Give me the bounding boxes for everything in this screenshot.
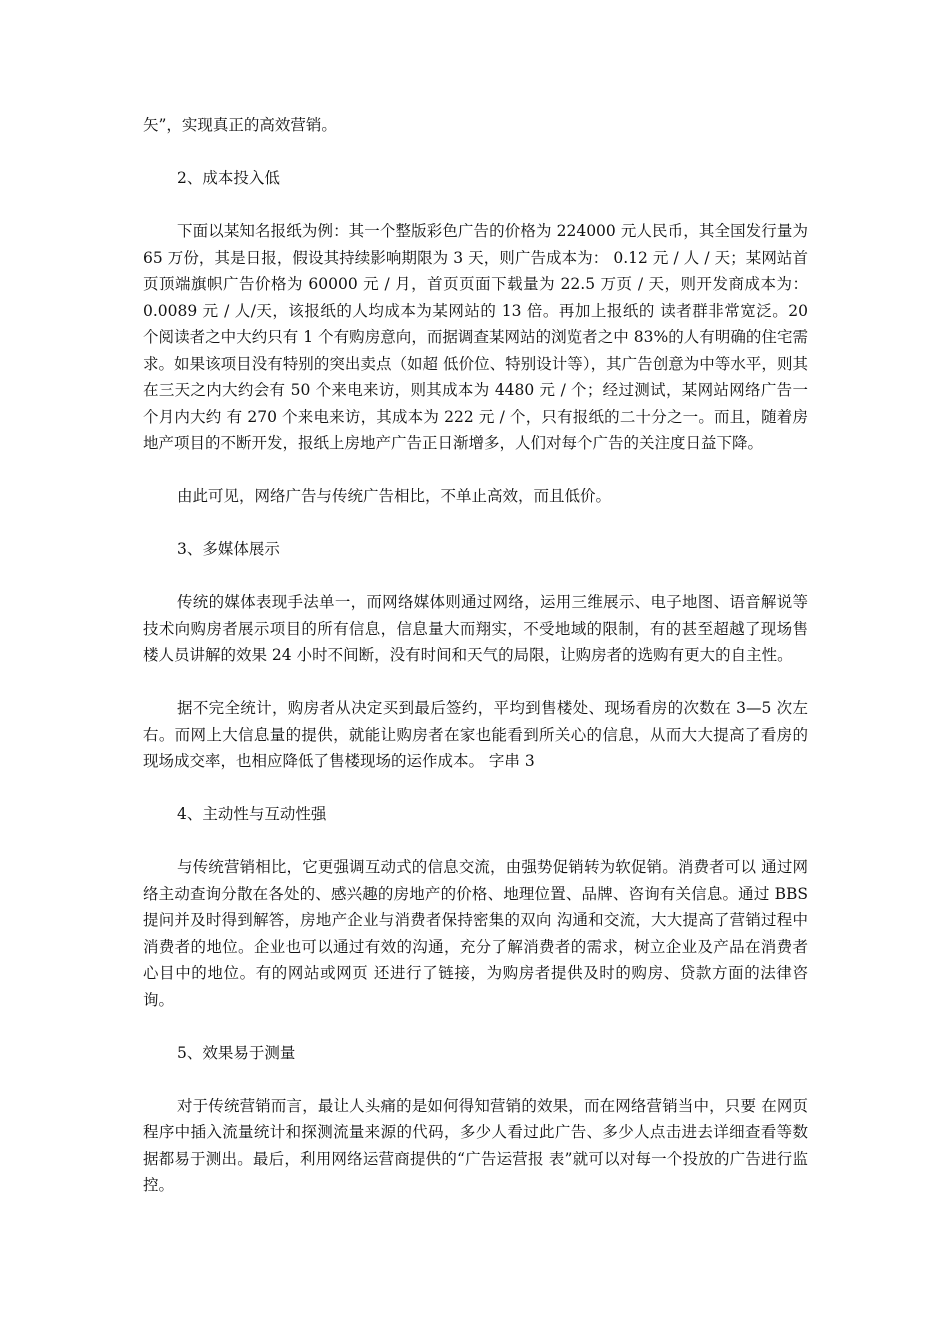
section-heading-cost: 2、成本投入低 [177, 169, 280, 187]
paragraph-statistics: 据不完全统计，购房者从决定买到最后签约，平均到售楼处、现场看房的次数在 3—5 次左右。而网上大信息量的提供，就能让购房者在家也能看到所关心的信息，从而大大提高了看房的现场成交率，也相应降低了售楼现场的运作成本。 字串 3 [143, 699, 808, 770]
section-heading-multimedia: 3、多媒体展示 [177, 540, 280, 558]
paragraph-cost-conclusion: 由此可见，网络广告与传统广告相比，不单止高效，而且低价。 [177, 487, 612, 505]
paragraph-continuation: 矢”，实现真正的高效营销。 [143, 116, 337, 134]
section-heading-interactivity: 4、主动性与互动性强 [177, 805, 327, 823]
paragraph-measurement: 对于传统营销而言，最让人头痛的是如何得知营销的效果，而在网络营销当中，只要 在网页程序中插入流量统计和探测流量来源的代码，多少人看过此广告、多少人点击进去详细查看等数据都易于测出。最后，利用网络运营商提供的“广告运营报 表”就可以对每一个投放的广告进行监控。 [143, 1096, 808, 1194]
paragraph-interactivity: 与传统营销相比，它更强调互动式的信息交流，由强势促销转为软促销。消费者可以 通过网络主动查询分散在各处的、感兴趣的房地产的价格、地理位置、品牌、咨询有关信息。通过 BBS 提问并及时得到解答，房地产企业与消费者保持密集的双向 沟通和交流，大大提高了营销过程中消费者的地位。企业也可以通过有效的沟通，充分了解消费者的需求，树立企业及产品在消费者心目中的地位。有的网站或网页 还进行了链接，为购房者提供及时的购房、贷款方面的法律咨询。 [143, 858, 808, 1009]
section-heading-measurement: 5、效果易于测量 [177, 1043, 296, 1062]
paragraph-multimedia: 传统的媒体表现手法单一，而网络媒体则通过网络，运用三维展示、电子地图、语音解说等技术向购房者展示项目的所有信息，信息量大而翔实，不受地域的限制，有的甚至超越了现场售楼人员讲解的效果 24 小时不间断，没有时间和天气的局限，让购房者的选购有更大的自主性。 [143, 593, 808, 664]
paragraph-cost-example: 下面以某知名报纸为例：其一个整版彩色广告的价格为 224000 元人民币，其全国发行量为 65 万份，其是日报，假设其持续影响期限为 3 天，则广告成本为： 0.12 元 / 人 / 天；某网站首页顶端旗帜广告价格为 60000 元 / 月，首页页面下载量为 22.5 万页 / 天，则开发商成本为：0.0089 元 / 人/天，该报纸的人均成本为某网站的 13 倍。再加上报纸的 读者群非常宽泛。20 个阅读者之中大约只有 1 个有购房意向，而据调查某网站的浏览者之中 83%的人有明确的住宅需求。如果该项目没有特别的突出卖点（如超 低价位、特别设计等），其广告创意为中等水平，则其在三天之内大约会有 50 个来电来访，则其成本为 4480 元 / 个；经过测试，某网站网络广告一个月内大约 有 270 个来电来访，其成本为 222 元 / 个，只有报纸的二十分之一。而且，随着房地产项目的不断开发，报纸上房地产广告正日渐增多，人们对每个广告的关注度日益下降。 [143, 222, 808, 452]
document-body [143, 112, 808, 1225]
